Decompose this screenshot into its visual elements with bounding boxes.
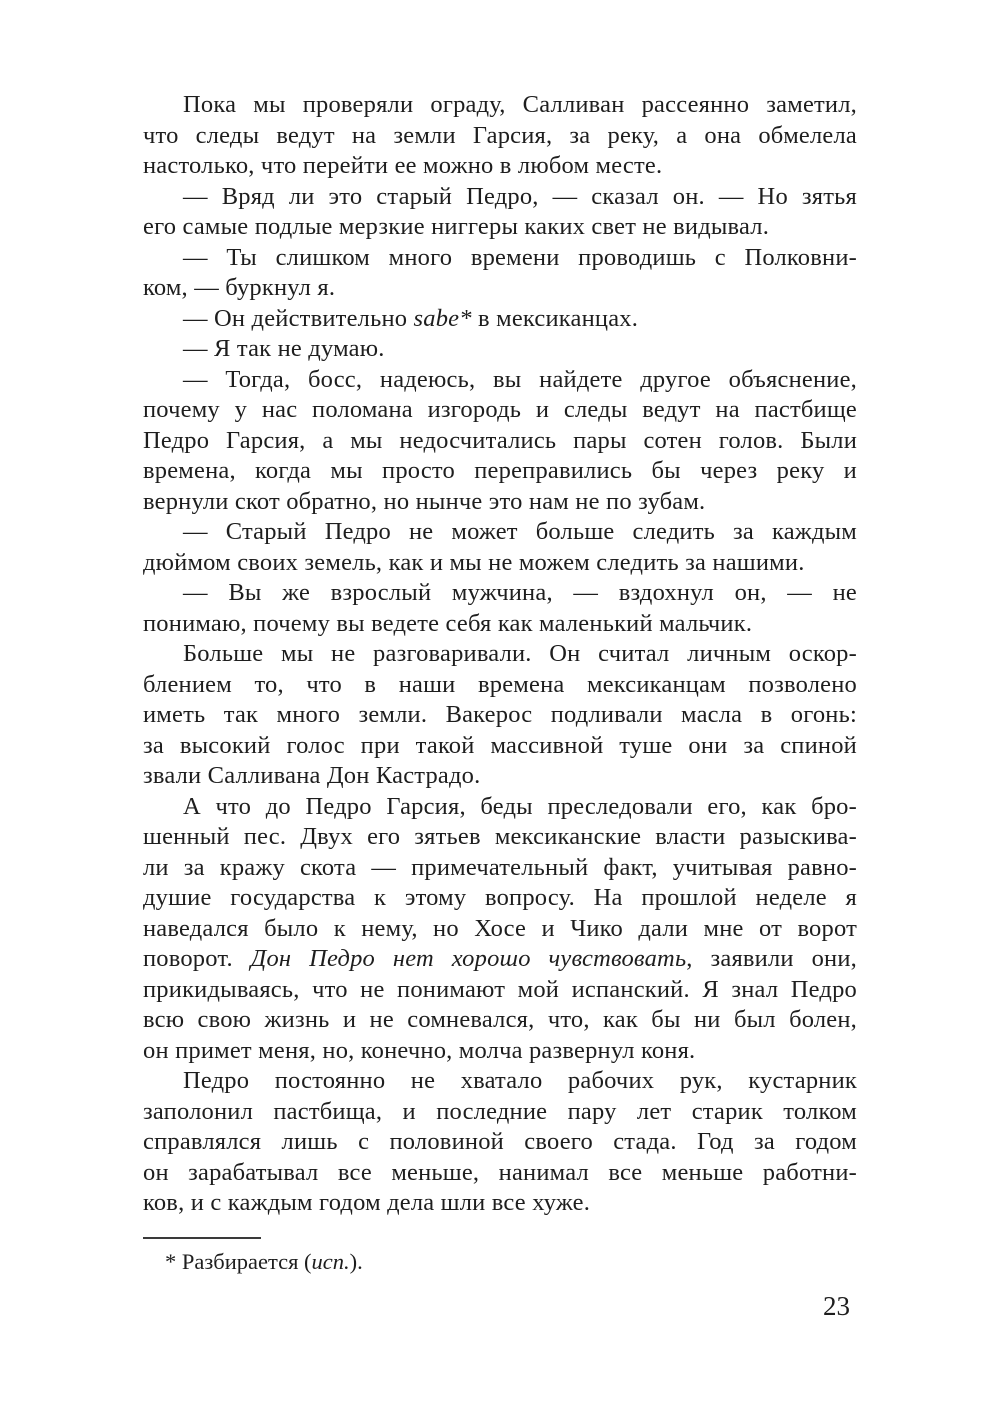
text-run: душие государства к этому вопросу. На прошлой неделе я [143, 884, 857, 911]
text-line [143, 1097, 857, 1128]
text-run: ). [349, 1249, 363, 1274]
text-run: настолько, что перейти ее можно в любом месте. [143, 152, 663, 179]
page-text [143, 90, 857, 1219]
text-line [143, 151, 857, 182]
text-line [143, 1188, 857, 1219]
text-run: понимаю, почему вы ведете себя как маленький мальчик. [143, 609, 753, 637]
text-line [143, 1005, 857, 1036]
text-line [143, 792, 857, 823]
text-line [143, 1066, 857, 1097]
text-run: А что до Педро Гарсия, беды преследовали его, как бро- [183, 792, 857, 820]
text-line [143, 639, 857, 670]
text-line [143, 273, 857, 304]
text-run: его самые подлые мерзкие ниггеры каких свет не видывал. [143, 213, 770, 240]
footnote-divider [143, 1237, 261, 1239]
text-run: — Ты слишком много времени проводишь с Полковни- [183, 243, 857, 271]
text-run: за высокий голос при такой массивной туше они за спиной [143, 731, 857, 759]
text-line [143, 456, 857, 487]
text-run: он зарабатывал все меньше, нанимал все меньше работни- [143, 1158, 857, 1186]
text-line [143, 334, 857, 365]
text-run: — Он действительно [183, 304, 414, 332]
text-run: вернули скот обратно, но нынче это нам не по зубам. [143, 487, 706, 515]
text-line [143, 90, 857, 121]
text-line [143, 1127, 857, 1158]
footnote [143, 1248, 879, 1276]
text-run: заполонил пастбища, и последние пару лет старик толком [143, 1097, 857, 1125]
text-run: — Вряд ли это старый Педро, — сказал он. — Но зятья [183, 182, 857, 210]
text-run: Больше мы не разговаривали. Он считал личным оскор- [183, 640, 857, 667]
text-run: шенный пес. Двух его зятьев мексиканские власти разыскива- [143, 823, 857, 850]
text-run: почему у нас поломана изгородь и следы ведут на пастбище [143, 396, 857, 423]
text-run: прикидываясь, что не понимают мой испанский. Я знал Педро [143, 975, 857, 1003]
page-number: 23 [823, 1291, 850, 1321]
text-line [143, 761, 857, 792]
text-line [143, 212, 857, 243]
text-line [143, 578, 857, 609]
text-run: справлялся лишь с половиной своего стада. Год за годом [143, 1128, 857, 1155]
text-line [143, 304, 857, 335]
text-run: ли за кражу скота — примечательный факт, учитывая равно- [143, 853, 857, 881]
text-run: — Тогда, босс, надеюсь, вы найдете другое объяснение, [183, 365, 857, 393]
text-line [143, 853, 857, 884]
text-run: Педро Гарсия, а мы недосчитались пары сотен голов. Были [143, 426, 857, 454]
text-run: блением то, что в наши времена мексиканцам позволено [143, 670, 857, 698]
text-line [143, 975, 857, 1006]
text-run: дюймом своих земель, как и мы не можем следить за нашими. [143, 548, 805, 576]
text-line [143, 517, 857, 548]
text-line [143, 182, 857, 213]
text-line [143, 487, 857, 518]
text-line [143, 914, 857, 945]
text-run: — Вы же взрослый мужчина, — вздохнул он, — не [183, 579, 857, 606]
text-run: — Я так не думаю. [183, 335, 385, 362]
text-run: что следы ведут на земли Гарсия, за реку, а она обмелела [143, 121, 857, 149]
text-run: — Старый Педро не может больше следить за каждым [183, 518, 857, 545]
text-run: в мексиканцах. [471, 304, 639, 332]
text-line [143, 243, 857, 274]
text-line [143, 609, 857, 640]
text-run: наведался было к нему, но Хосе и Чико дали мне от ворот [143, 914, 857, 942]
text-run: поворот. [143, 945, 251, 972]
text-run: sabe* [413, 304, 472, 332]
text-run: Педро постоянно не хватало рабочих рук, кустарник [183, 1067, 857, 1094]
text-line [143, 426, 857, 457]
text-run: , заявили они, [686, 945, 857, 972]
text-line [143, 944, 857, 975]
text-run: он примет меня, но, конечно, молча развернул коня. [143, 1036, 696, 1064]
text-line [143, 1158, 857, 1189]
text-run: звали Салливана Дон Кастрадо. [143, 762, 481, 789]
text-line [143, 365, 857, 396]
text-run: времена, когда мы просто переправились бы через реку и [143, 457, 857, 484]
text-line [143, 548, 857, 579]
text-line [143, 883, 857, 914]
text-run: Пока мы проверяли ограду, Салливан рассеянно заметил, [183, 91, 857, 118]
text-line [143, 700, 857, 731]
text-run: Дон Педро нет хорошо чувствовать [250, 945, 687, 972]
text-run: всю свою жизнь и не сомневался, что, как бы ни был болен, [143, 1006, 857, 1033]
text-run: иметь так много земли. Вакерос подливали масла в огонь: [143, 701, 857, 728]
text-line [143, 1036, 857, 1067]
text-line [143, 822, 857, 853]
text-run: * Разбирается ( [165, 1249, 312, 1274]
text-run: исп. [311, 1249, 350, 1274]
text-line [143, 731, 857, 762]
text-line [143, 121, 857, 152]
text-run: ков, и с каждым годом дела шли все хуже. [143, 1189, 591, 1216]
text-line [143, 670, 857, 701]
text-line [143, 395, 857, 426]
text-run: ком, — буркнул я. [143, 274, 336, 301]
